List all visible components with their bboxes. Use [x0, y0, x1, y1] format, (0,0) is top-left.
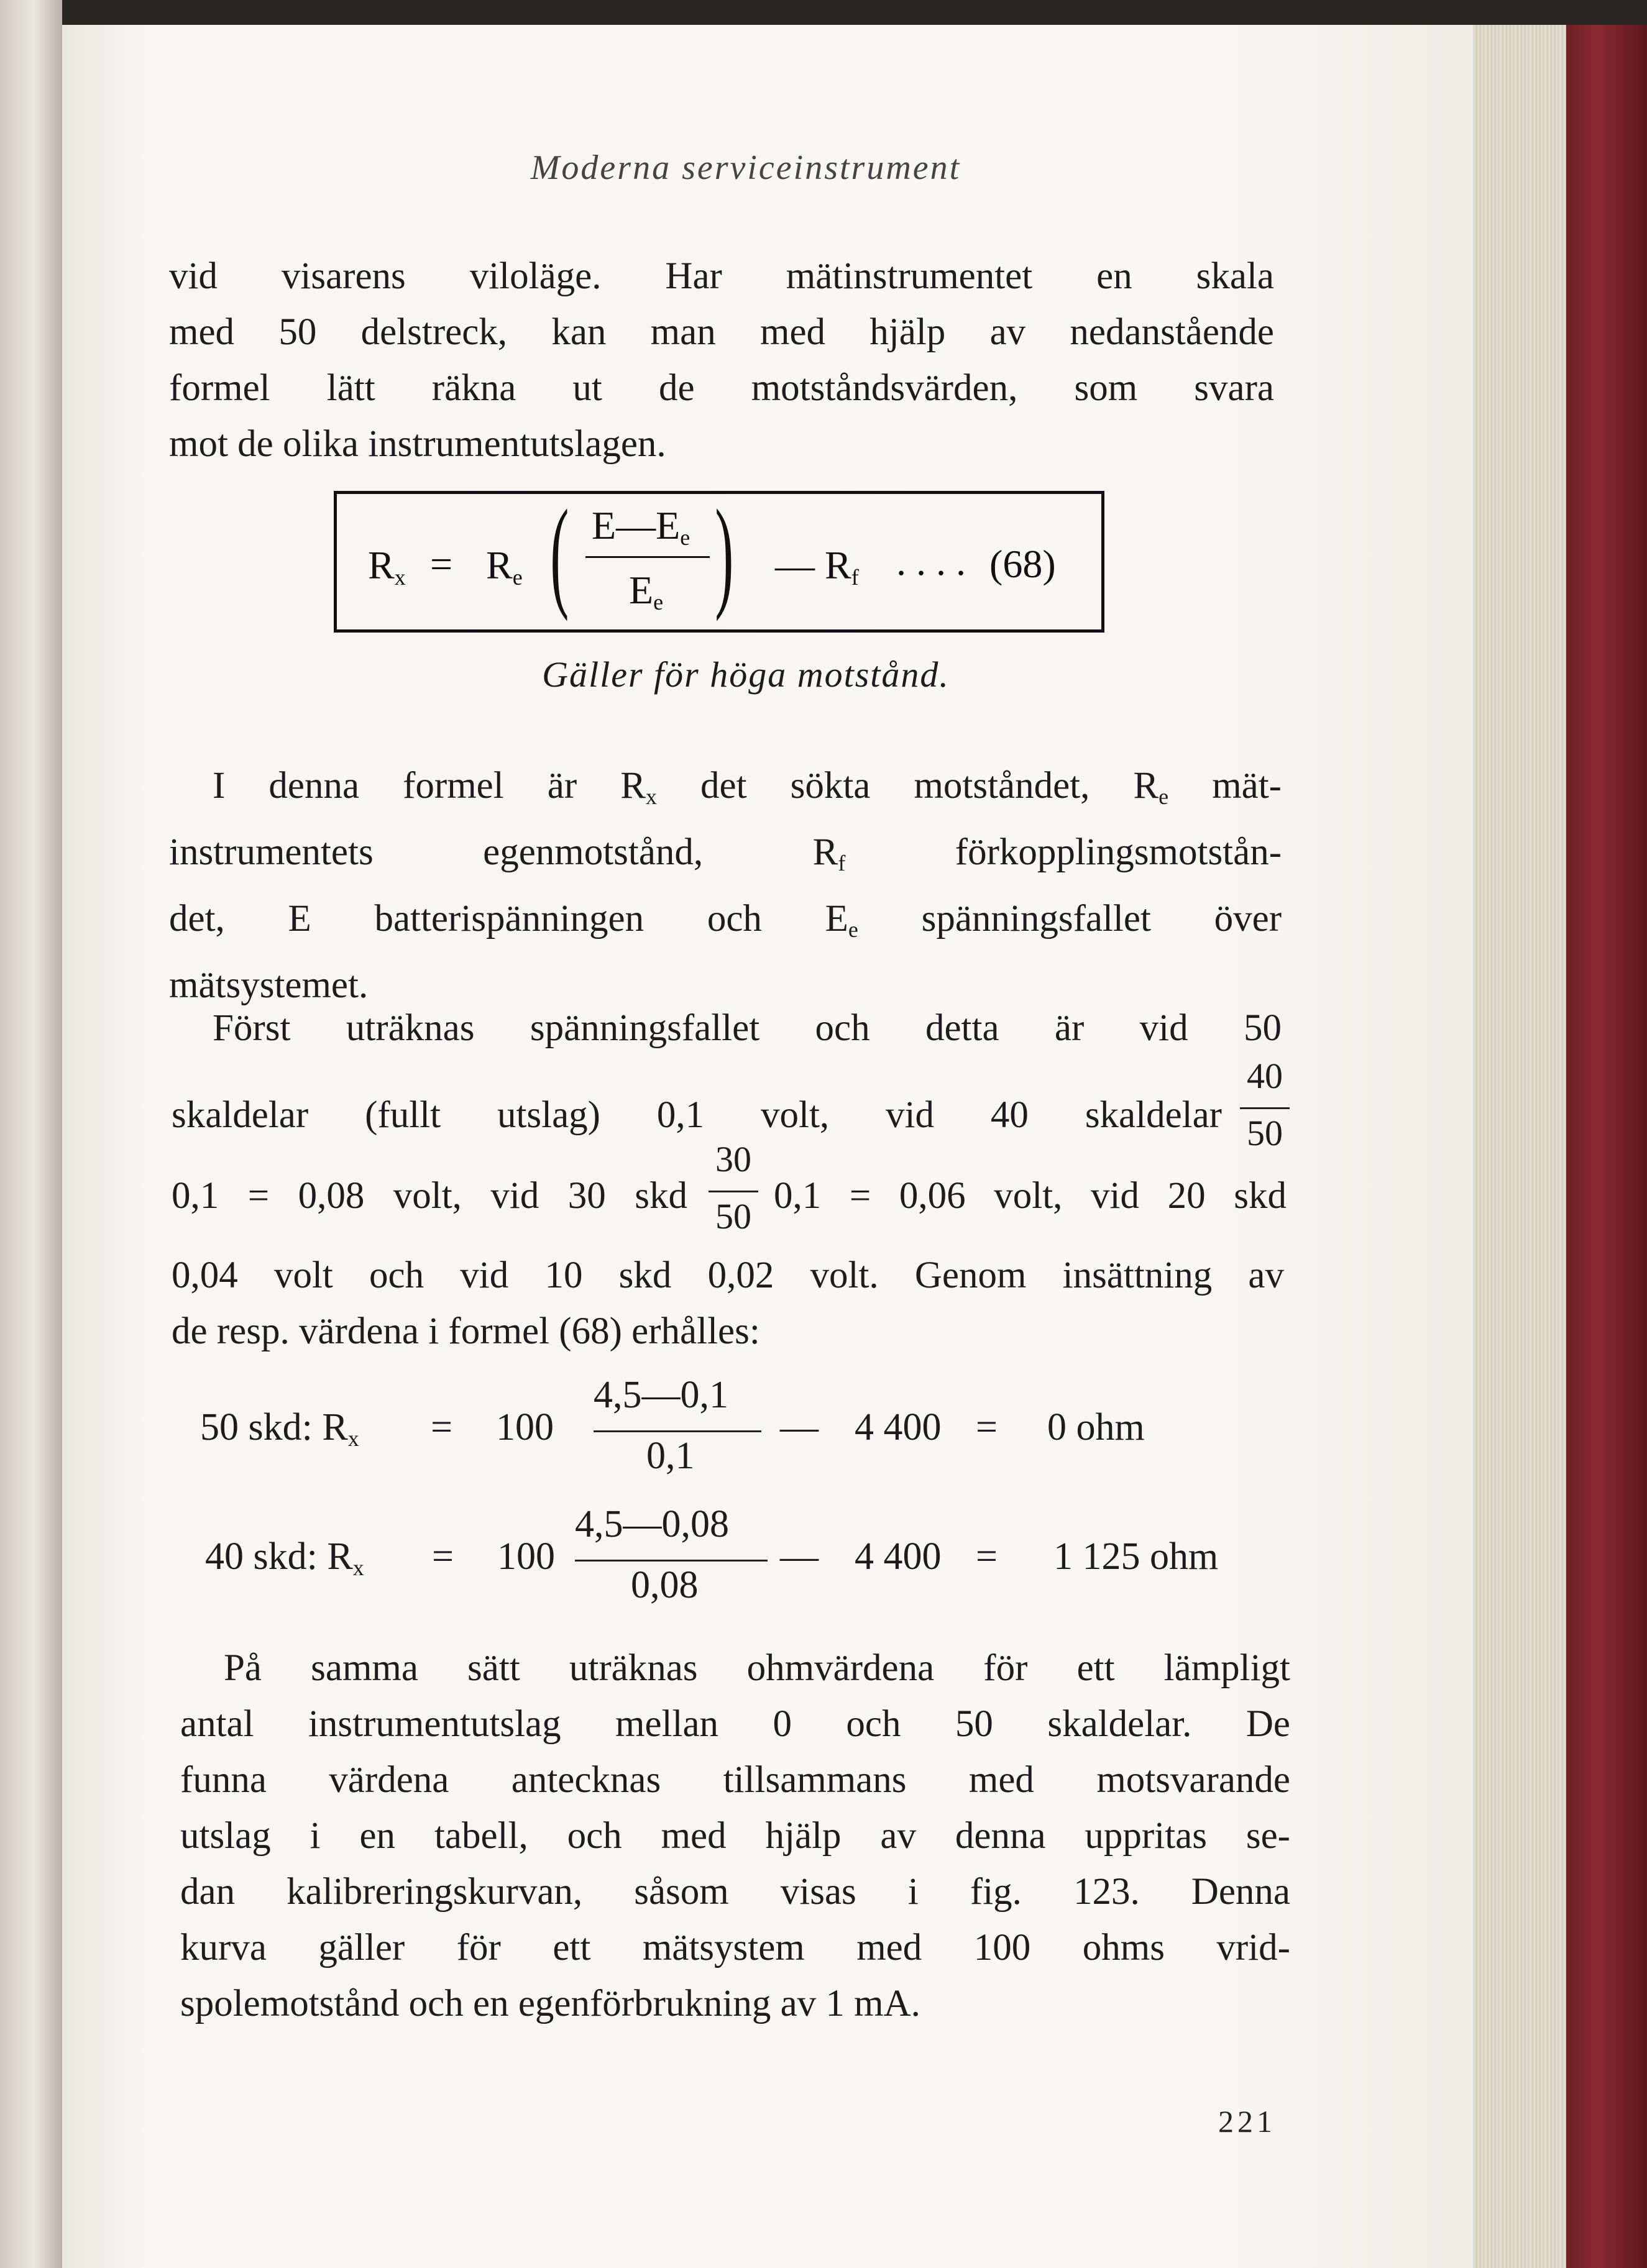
- text-line: antal instrumentutslag mellan 0 och 50 skaldelar. De: [180, 1703, 1290, 1745]
- page-block-edge: [1473, 25, 1566, 2268]
- text-line: dan kalibreringskurvan, såsom visas i fig. 123. Denna: [180, 1871, 1290, 1913]
- calc-minus: —: [780, 1535, 819, 1578]
- text-line: 0,1 = 0,08 volt, vid 30 skd: [172, 1175, 687, 1217]
- page-number: 221: [1218, 2104, 1276, 2139]
- calc-label: 50 skd: $R_x$: [200, 1406, 359, 1451]
- fraction-bar: [575, 1560, 768, 1562]
- book-cover: [1566, 25, 1647, 2268]
- text-line: 0,04 volt och vid 10 skd 0,02 volt. Genom insättning av: [172, 1255, 1284, 1296]
- running-head: Moderna serviceinstrument: [530, 149, 961, 187]
- calc-equals: =: [432, 1535, 454, 1578]
- formula-dots: . . . .: [896, 539, 966, 583]
- text-line: spolemotstånd och en egenförbrukning av 1 mA.: [180, 1983, 920, 2024]
- text-line: skaldelar (fullt utslag) 0,1 volt, vid 40 skaldelar: [172, 1094, 1222, 1136]
- calc-denominator: 0,08: [631, 1564, 699, 1606]
- left-paren-icon: (: [550, 485, 569, 622]
- fraction-bar: [585, 556, 710, 558]
- text-line: vid visarens viloläge. Har mätinstrumentet en skala: [169, 255, 1274, 297]
- calc-denominator: 0,1: [646, 1435, 695, 1477]
- formula-number: (68): [989, 542, 1056, 586]
- text-line: med 50 delstreck, kan man med hjälp av nedanstående: [169, 311, 1274, 353]
- paragraph-1: [169, 249, 1274, 472]
- calc-coef: 100: [496, 1406, 554, 1448]
- calc-result: 1 125 ohm: [1053, 1535, 1219, 1578]
- text-line: funna värdena antecknas tillsammans med motsvarande: [180, 1759, 1290, 1801]
- calc-minus: —: [780, 1406, 819, 1448]
- paragraph-4: [180, 1640, 1290, 2032]
- formula-lhs: $R_x$: [368, 543, 406, 590]
- calc-equals-2: =: [976, 1535, 998, 1578]
- text-line: kurva gäller för ett mätsystem med 100 ohms vrid-: [180, 1927, 1290, 1968]
- formula-denominator: $E_e$: [629, 568, 664, 615]
- calc-equals-2: =: [976, 1406, 998, 1448]
- formula-equals: =: [430, 542, 453, 586]
- calc-result: 0 ohm: [1047, 1406, 1145, 1448]
- text-line: de resp. värdena i formel (68) erhålles:: [172, 1310, 760, 1352]
- text-line: mot de olika instrumentutslagen.: [169, 423, 666, 465]
- formula-caption: Gäller för höga motstånd.: [542, 654, 950, 695]
- text-line: formel lätt räkna ut de motståndsvärden, som svara: [169, 367, 1274, 409]
- text-line: Först uträknas spänningsfallet och detta är vid 50: [213, 1007, 1282, 1049]
- fraction-bar: [594, 1430, 761, 1432]
- left-page-edge: [0, 0, 62, 2268]
- calc-subtrahend: 4 400: [855, 1535, 942, 1578]
- formula-coef: $R_e$: [486, 543, 523, 590]
- right-paren-icon: ): [715, 485, 734, 622]
- text-line: utslag i en tabell, och med hjälp av denna uppritas se-: [180, 1815, 1290, 1857]
- text-line: I denna formel är $R_x$ det sökta motståndet, $R_e$ mät-: [213, 765, 1282, 809]
- calc-equals: =: [431, 1406, 452, 1448]
- text-line: mätsystemet.: [169, 964, 369, 1006]
- text-line: det, E batterispänningen och $E_e$ spänningsfallet över: [169, 898, 1282, 942]
- formula-numerator: $E—E_e$: [592, 503, 690, 550]
- calc-numerator: 4,5—0,08: [575, 1503, 729, 1545]
- text-line: 0,1 = 0,06 volt, vid 20 skd: [774, 1175, 1287, 1217]
- calc-label: 40 skd: $R_x$: [205, 1535, 364, 1580]
- calc-numerator: 4,5—0,1: [594, 1374, 728, 1416]
- calc-coef: 100: [497, 1535, 555, 1578]
- formula-68-box: [334, 485, 1104, 633]
- text-line: instrumentets egenmotstånd, $R_f$ förkopplingsmotstån-: [169, 831, 1282, 876]
- calc-subtrahend: 4 400: [855, 1406, 942, 1448]
- formula-minus-rf: — $R_f$: [775, 543, 859, 590]
- paragraph-2: [169, 758, 1282, 1013]
- text-line: På samma sätt uträknas ohmvärdena för ett lämpligt: [224, 1647, 1290, 1689]
